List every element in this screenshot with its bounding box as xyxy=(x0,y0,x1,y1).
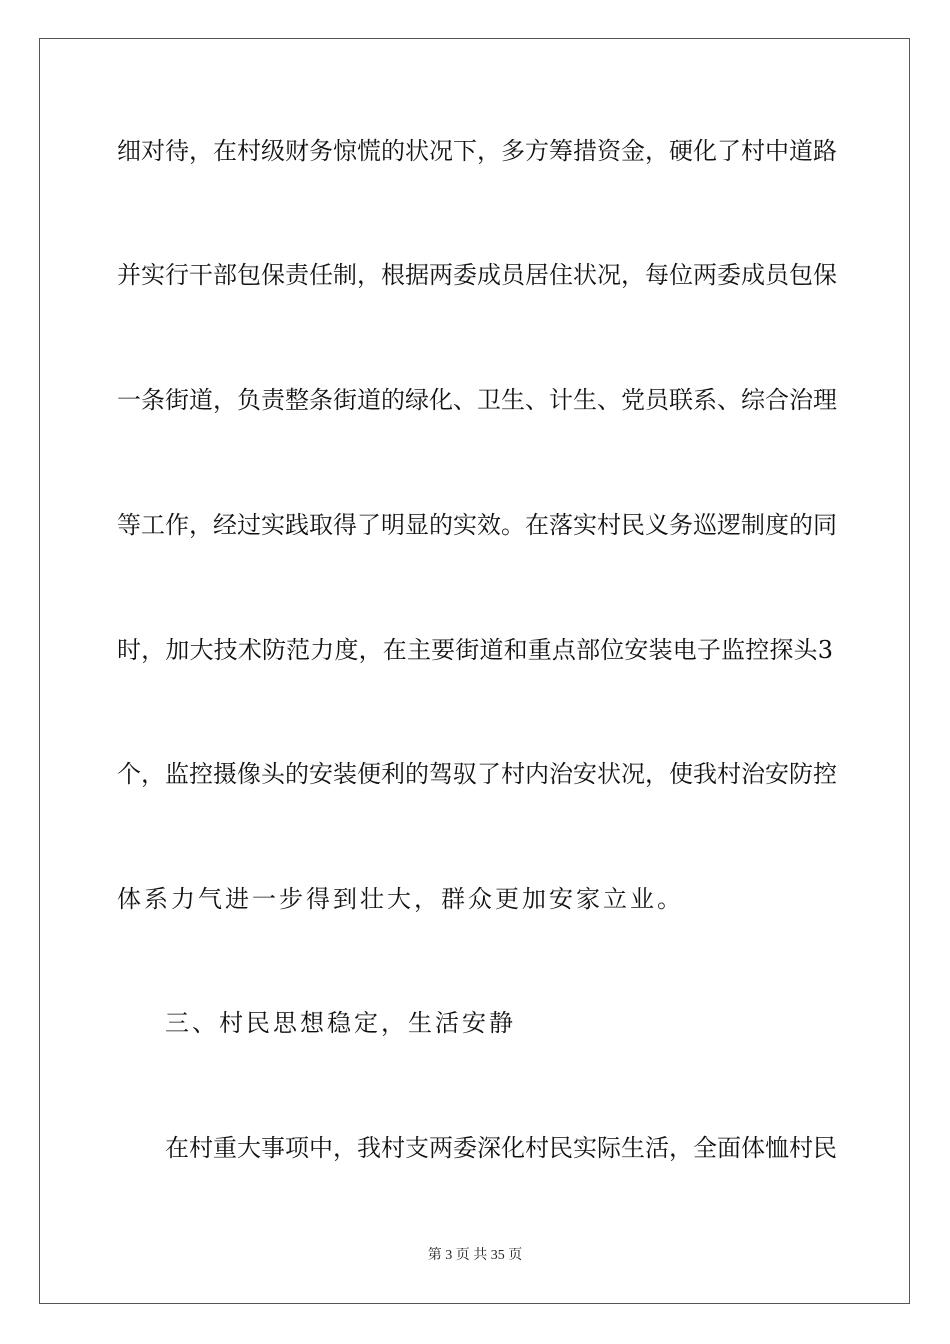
body-text-line: 时，加大技术防范力度，在主要街道和重点部位安装电子监控探头3 xyxy=(117,636,833,664)
paragraph-text: 在村重大事项中，我村支两委深化村民实际生活，全面体恤村民 xyxy=(165,1134,837,1162)
body-text-line: 个，监控摄像头的安装便利的驾驭了村内治安状况，使我村治安防控 xyxy=(117,760,837,788)
body-text-line: 体系力气进一步得到壮大，群众更加安家立业。 xyxy=(117,885,684,913)
body-text-line: 等工作，经过实践取得了明显的实效。在落实村民义务巡逻制度的同 xyxy=(117,511,837,539)
body-text-line: 细对待，在村级财务惊慌的状况下，多方筹措资金，硬化了村中道路 xyxy=(117,137,837,165)
body-text-line: 并实行干部包保责任制，根据两委成员居住状况，每位两委成员包保 xyxy=(117,261,837,289)
section-heading: 三、村民思想稳定，生活安静 xyxy=(165,1009,516,1037)
page-border xyxy=(39,38,910,1304)
body-text-line: 一条街道，负责整条街道的绿化、卫生、计生、党员联系、综合治理 xyxy=(117,386,837,414)
page-number-footer: 第 3 页 共 35 页 xyxy=(427,1248,523,1263)
